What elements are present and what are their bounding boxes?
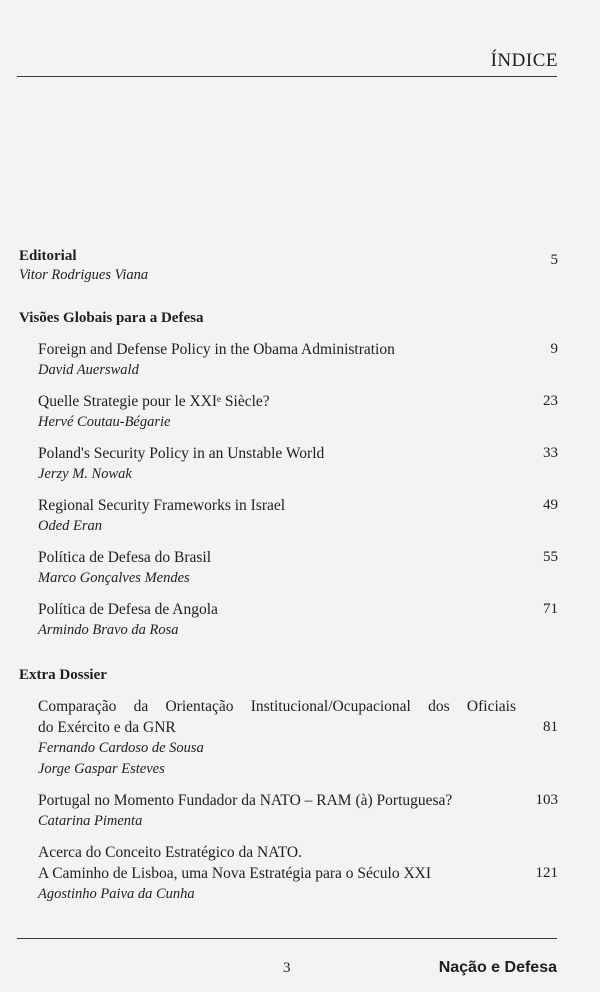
toc-entry (38, 599, 558, 641)
toc-entry (38, 339, 558, 381)
editorial-title: Editorial (19, 248, 77, 264)
toc-entry (38, 495, 558, 537)
toc-entry (38, 391, 558, 433)
entry-author: Hervé Coutau-Bégarie (38, 414, 171, 430)
entry-title-line: do Exército e da GNR (38, 719, 176, 736)
entry-author: Marco Gonçalves Mendes (38, 570, 190, 586)
entry-author: David Auerswald (38, 362, 139, 378)
entry-page-number: 71 (543, 601, 558, 617)
section-extra-dossier (0, 665, 600, 905)
entry-author: Fernando Cardoso de Sousa (38, 740, 204, 756)
entry-page-number: 103 (535, 792, 558, 808)
footer-journal-name: Nação e Defesa (438, 959, 557, 976)
entry-author: Jorge Gaspar Esteves (38, 761, 165, 777)
entry-title: Foreign and Defense Policy in the Obama Administration (38, 341, 395, 358)
section-heading: Extra Dossier (19, 667, 107, 683)
entry-title: Portugal no Momento Fundador da NATO – RAM (à) Portuguesa? (38, 792, 453, 809)
entry-title: Regional Security Frameworks in Israel (38, 497, 286, 514)
table-of-contents (0, 248, 600, 905)
editorial-author: Vitor Rodrigues Viana (19, 267, 149, 283)
editorial-page-number: 5 (550, 252, 558, 268)
entry-author: Oded Eran (38, 518, 103, 534)
entry-title: Política de Defesa do Brasil (38, 549, 212, 566)
toc-entry (38, 696, 558, 780)
footer-rule (17, 938, 557, 939)
footer-page-number: 3 (283, 960, 291, 976)
toc-entry (38, 547, 558, 589)
section-visoes-globais (0, 308, 600, 641)
section-heading: Visões Globais para a Defesa (19, 310, 204, 326)
entry-page-number: 49 (543, 497, 558, 513)
header-rule (17, 76, 557, 77)
page-title: ÍNDICE (490, 50, 558, 71)
entry-author: Armindo Bravo da Rosa (38, 622, 179, 638)
entry-page-number: 33 (543, 445, 558, 461)
entry-page-number: 121 (535, 865, 558, 881)
entry-title-line: Comparação da Orientação Institucional/Ocupacional dos Oficiais (38, 698, 516, 715)
entry-page-number: 9 (550, 341, 558, 357)
entry-page-number: 55 (543, 549, 558, 565)
toc-entry (38, 790, 558, 832)
entry-author: Jerzy M. Nowak (38, 466, 132, 482)
editorial-entry (19, 248, 558, 286)
entry-title-line: A Caminho de Lisboa, uma Nova Estratégia para o Século XXI (38, 865, 431, 882)
entry-title: Política de Defesa de Angola (38, 601, 218, 618)
entry-author: Agostinho Paiva da Cunha (38, 886, 195, 902)
toc-entry (38, 443, 558, 485)
entry-title: Poland's Security Policy in an Unstable World (38, 445, 325, 462)
entry-author: Catarina Pimenta (38, 813, 143, 829)
entry-title-line: Acerca do Conceito Estratégico da NATO. (38, 844, 302, 861)
entry-page-number: 23 (543, 393, 558, 409)
entry-title: Quelle Strategie pour le XXIᵉ Siècle? (38, 393, 270, 410)
toc-entry (38, 842, 558, 905)
entry-page-number: 81 (543, 719, 558, 735)
